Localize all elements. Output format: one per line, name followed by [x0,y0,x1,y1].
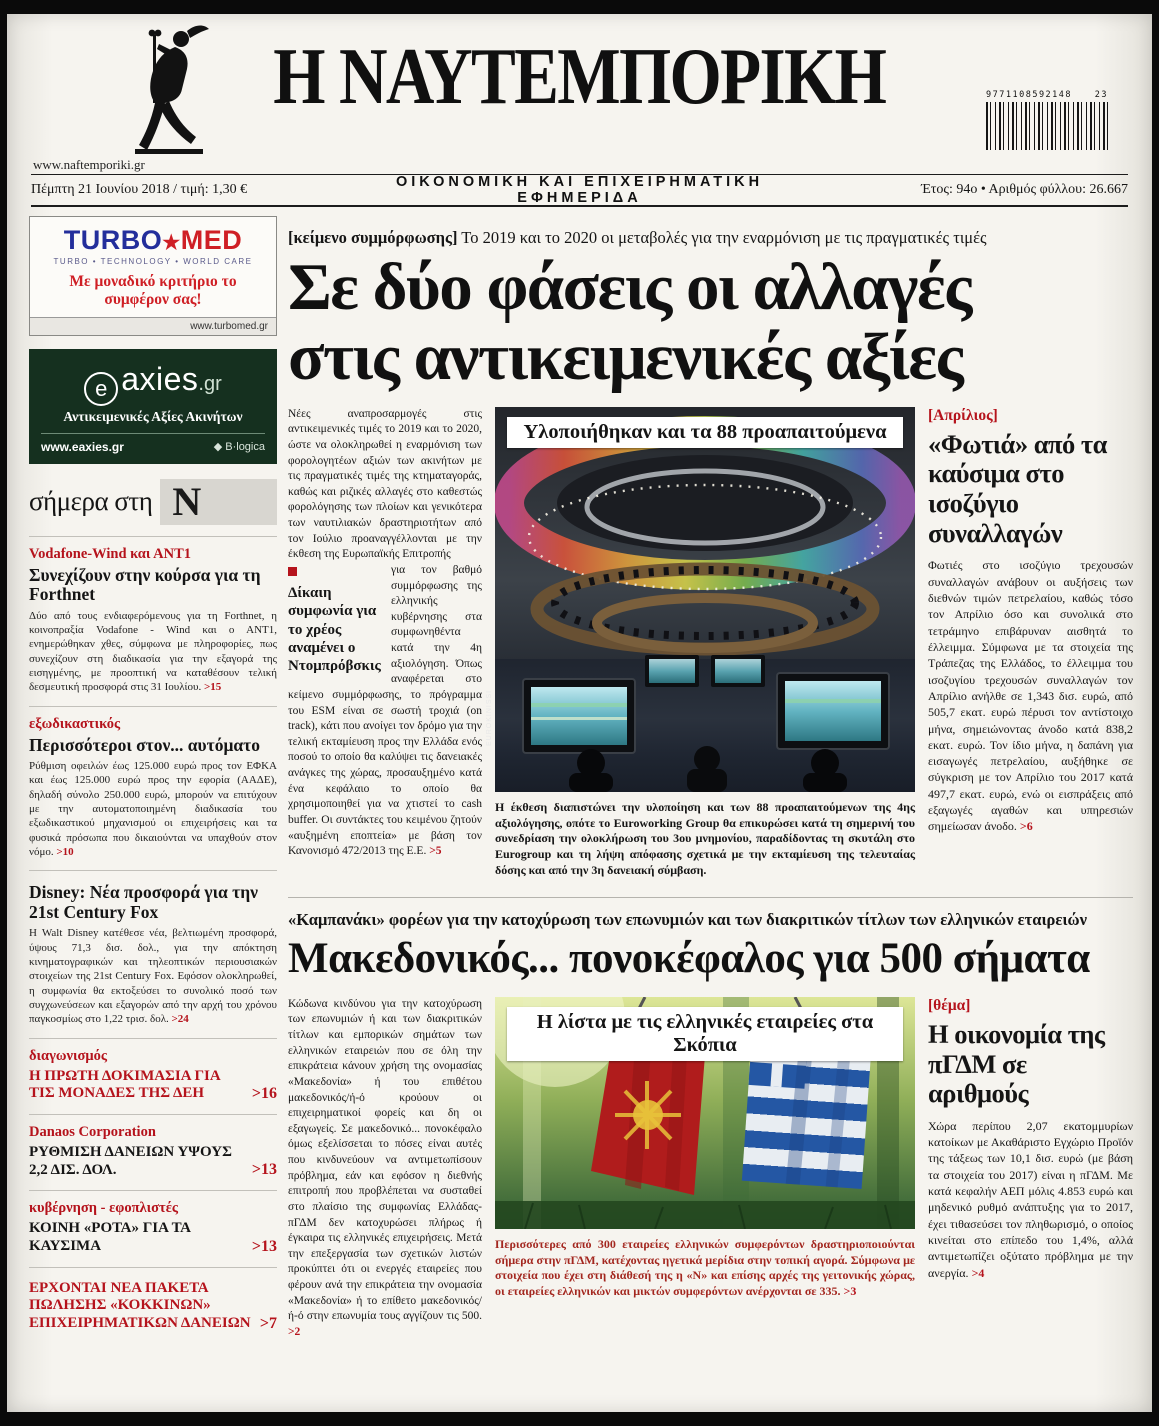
sidebar-item-body-text: Ρύθμιση οφειλών έως 125.000 ευρώ προς τον ΕΦΚΑ και έως 125.000 ευρώ προς την εφορία (ΑΑΔΕ), δηλαδή σύνολο 250.000 ευρώ, μπορούν να επιτύχουν με την αυτοματοποιημένη διαδικασία του εξωδικαστικού μηχανισμού οι επιχειρήσεις και τα φυσικά πρόσωπα που δικαιούνται να υπαχθούν στον νόμο. [29,760,277,858]
second-photo-caption [495,1237,915,1300]
page-ref: >2 [288,1325,301,1338]
second-headline: Μακεδονικός... πονοκέφαλος για 500 σήματα [288,934,1090,982]
lead-photo-caption: Η έκθεση διαπιστώνει την υλοποίηση και των 88 προαπαιτούμενων της 4ης αξιολόγησης, οπότε το Euroworking Group θα επικυρώσει κατά τη σημερινή του συνεδρίαση την ολοκλήρωση του 3ου μνημονίου, παραδίδοντας τη σκυτάλη στο Eurogroup και τη λήψη απόφασης σχετικά με την εκταμίευση της τελευταίας δόσης και από την 3η δανειακή σύμβαση. [495,799,915,877]
sidebar-item-title: ΡΥΘΜΙΣΗ ΔΑΝΕΙΩΝ ΥΨΟΥΣ 2,2 ΔΙΣ. ΔΟΛ. [29,1143,232,1178]
turbomed-url: www.turbomed.gr [30,317,276,335]
page-ref: >6 [1019,819,1033,834]
sidebar-item-dei [29,1038,277,1103]
sidebar-item-forthnet [29,536,277,695]
sidebar-item-label: Vodafone-Wind και ΑΝΤ1 [29,545,192,562]
sidebar-item-label: κυβέρνηση - εφοπλιστές [29,1200,179,1217]
page-ref: >5 [429,845,442,858]
lead-pullquote-text: Δίκαιη συμφωνία για το χρέος αναμένει ο Ντομπρόβσκις [288,584,381,675]
thema-column [928,997,1133,1341]
sidebar-item-label: εξωδικαστικός [29,715,121,732]
paper-tagline: ΟΙΚΟΝΟΜΙΚΗ ΚΑΙ ΕΠΙΧΕΙΡΗΜΑΤΙΚΗ ΕΦΗΜΕΡΙΔΑ [395,174,764,206]
page-ref: >3 [843,1284,857,1299]
sidebar-item-title: Συνεχίζουν στην κούρσα για τη Forthnet [29,564,261,605]
thema-tag: [θέμα] [928,996,971,1014]
ad-eaxies [29,349,277,464]
main-content [288,210,1133,1341]
masthead-title [7,32,1152,123]
lead-kicker [288,228,1133,248]
lead-headline-line1: Σε δύο φάσεις οι αλλαγές [288,250,971,324]
eaxies-divider [41,433,265,434]
page-ref: >15 [203,681,222,694]
eaxies-logo-tld: .gr [198,372,222,395]
story-divider [288,897,1133,898]
barcode-digits: 9771108592148 [986,90,1073,100]
eaxies-logo [41,361,265,400]
sidebar-item-body [29,926,277,1026]
second-photo-title: Η λίστα με τις ελληνικές εταιρείες στα Σκόπια [507,1007,903,1061]
masthead-info-row [31,174,1128,206]
sidebar-item-body [29,609,277,695]
sidebar-item-danaos [29,1114,277,1179]
lead-kicker-text: Το 2019 και το 2020 οι μεταβολές για την εναρμόνιση με τις πραγματικές τιμές [461,228,987,247]
sidebar-item-body-text: Η Walt Disney κατέθεσε νέα, βελτιωμένη προσφορά, ύψους 71,3 δισ. δολ., για την απόκτηση κινηματογραφικών και τηλεοπτικών περιουσιακών στοιχείων της 21st Century Fox. Εφόσον ολοκληρωθεί, η συμφωνία θα εκτοξεύσει το συνολικό ποσό των συγχωνεύσεων και εξαγορών από την αρχή του χρόνου παγκοσμίως στο 1,22 τρισ. δολ. [29,927,277,1026]
sidebar-item-body [29,759,277,859]
eaxies-partner-logo: ◆ B·logica [213,441,265,454]
april-column [928,407,1133,879]
turbomed-logo-turbo: TURBO [63,225,163,255]
sidebar-item-body-text: Δύο από τους ενδιαφερόμενους για τη Forthnet, η κοινοπραξία Vodafone - Wind και ο ΑΝΤ1, ενημερώθηκαν χθες, σύμφωνα με πληροφορίες, πως συνεχίζουν στη διαδικασία για την εξαγορά της εισηγμένης, με προοπτική να καταθέσουν τελική δεσμευτική προσφορά στις 31 Ιουλίου. [29,609,277,694]
thema-headline: Η οικονομία της πΓΔΜ σε αριθμούς [928,1018,1105,1109]
sidebar-item-title: ΚΟΙΝΗ «ΡΟΤΑ» ΓΙΑ ΤΑ ΚΑΥΣΙΜΑ [29,1220,191,1254]
second-body [288,997,482,1341]
turbomed-logo [39,225,267,256]
sidebar-item-kausima [29,1190,277,1255]
eaxies-e-icon: e [84,372,118,406]
lead-photo-title: Υλοποιήθηκαν και τα 88 προαπαιτούμενα [507,417,903,448]
lead-headline-line2: στις αντικειμενικές αξίες [288,320,963,395]
lead-columns [288,407,1133,879]
sidebar-item-exodikastikos [29,706,277,860]
sidebar-item-label: Danaos Corporation [29,1123,156,1140]
page-ref: >16 [251,1084,277,1102]
lead-body-part1: Νέες αναπροσαρμογές στις αντικειμενικές τιμές το 2019 και το 2020, ώστε να ολοκληρωθεί η εναρμόνιση των φορολογητέων αξιών των ακινήτων με τις πραγματικές τιμές της κτηματαγοράς, καθώς και ριζικές αλλαγές στο καθεστώς φορολόγησης των πλοίων και γενικότερα των ναυτιλιακών δραστηριοτήτων από τον Ιούλιο προαναγγέλλονται με την έκθεση της Ευρωπαϊκής Επιτροπής [288,407,482,561]
dateline: Πέμπτη 21 Ιουνίου 2018 / τιμή: 1,30 € [31,182,248,197]
thema-body-text: Χώρα περίπου 2,07 εκατομμυρίων κατοίκων με Ακαθάριστο Εγχώριο Προϊόν της τάξεως των 10,1 δισ. ευρώ (με βάση τα στοιχεία του 2017) είναι η πΓΔΜ. Με κατά κεφαλήν ΑΕΠ μόλις 4.853 ευρώ και μηδενικό ρυθμό ανάπτυξης για το 2017, έχει τιθασεύσει τον πληθωρισμό, ο οποίος κινείται στο επίπεδο του 1,4%, αλλά αντιμετωπίζει οξύτατο πρόβλημα με την ανεργία. [928,1118,1133,1280]
sidebar-item-title: Περισσότεροι στον... αυτόματο [29,734,260,755]
page-ref: >4 [971,1265,985,1280]
lead-kicker-tag: [κείμενο συμμόρφωσης] [288,228,458,247]
second-photo-caption-text: Περισσότερες από 300 εταιρείες ελληνικών συμφερόντων δραστηριοποιούνται σήμερα στην πΓΔΜ, κατέχοντας ηγετικά μερίδια στην τοπική αγορά. Σύμφωνα με στοιχεία που έχει στη διάθεσή της η «Ν» και επίσης αρχές της γειτονικής χώρας, οι εταιρείες ελληνικών και μικτών συμφερόντων ανέρχονται σε 335. [495,1236,915,1299]
sidebar-item-kokkina-daneia [29,1267,277,1333]
second-kicker: «Καμπανάκι» φορέων για την κατοχύρωση των επωνυμιών και των διακριτικών τίτλων των ελληνικών εταιρειών [288,909,1087,929]
eaxies-logo-text: axies [121,360,199,397]
sidebar-item-title: ΕΡΧΟΝΤΑΙ ΝΕΑ ΠΑΚΕΤΑ ΠΩΛΗΣΗΣ «ΚΟΚΚΙΝΩΝ» ΕΠΙΧΕΙΡΗΜΑΤΙΚΩΝ ΔΑΝΕΙΩΝ [29,1279,251,1332]
page-ref: >13 [251,1237,277,1255]
thema-body [928,1118,1133,1281]
barcode-extra-digits: 23 [1094,90,1108,100]
second-photo-frame [495,997,915,1229]
ad-turbomed [29,216,277,336]
sidebar-header-n-logo: N [160,479,277,525]
eaxies-url: www.eaxies.gr [41,439,124,454]
sidebar-item-disney [29,870,277,1026]
lead-headline [288,252,1133,393]
april-tag: [Απρίλιος] [928,406,998,424]
pullquote-bullet-icon [288,567,297,576]
sidebar-header [29,479,277,525]
masthead-rule-bottom [31,205,1128,207]
barcode-bars-icon [986,102,1108,150]
page-ref: >24 [171,1013,189,1026]
page-ref: >7 [259,1314,277,1332]
second-photo-column [495,997,915,1341]
lead-photo [495,407,915,792]
second-body-column [288,997,482,1341]
lead-body-column [288,407,482,879]
issue-info: Έτος: 94ο • Αριθμός φύλλου: 26.667 [921,182,1128,197]
barcode [986,90,1108,150]
website-url: www.naftemporiki.gr [33,157,145,172]
turbomed-slogan: Με μοναδικό κριτήριο το συμφέρον σας! [69,273,237,308]
sidebar [29,216,277,1333]
lead-photo-column [486,407,915,879]
lead-pullquote [288,563,391,679]
sidebar-item-title: Disney: Νέα προσφορά για την 21st Century Fox [29,882,258,922]
lead-photo-credit: EUROKINISSI [486,689,493,746]
lead-body-part2-text: για τον βαθμό συμμόρφωσης της ελληνικής κυβέρνησης στα συμφωνηθέντα κατά την 4η αξιολόγηση. Όπως αναφέρεται στο κείμενο συμμόρφωσης, το πρόγραμμα του ESM είναι σε σωστή τροχιά (on track), κάτι που ανοίγει τον δρόμο για την τελική εκταμίευση προς την Ελλάδα ενός ποσού το οποίο θα καλύψει τις δανειακές ανάγκες της χώρας, προσαυξημένο κατά ένα κεφάλαιο το οποίο θα χρησιμοποιηθεί για να χτιστεί το cash buffer. Οι συντάκτες του κειμένου ζητούν «αυξημένη εποπτεία» με βάση τον Κανονισμό 472/2013 της Ε.Ε. [288,563,482,858]
page-ref: >10 [56,845,74,858]
second-body-text: Κώδωνα κινδύνου για την κατοχύρωση των επωνυμιών ή και των διακριτικών τίτλων και εμπορικών σημάτων των ελληνικών εταιρειών που σε όλη την επικράτεια κάνουν χρήση της ονομασίας «Μακεδονία» ή του επιθέτου μακεδονικός/ή-ό κρούουν οι επιχειρηματικοί φορείς και δη οι εξαγωγείς. Σε μακεδονικό... πονοκέφαλο όμως εξελίσσεται το πόσες είναι αυτές που κινδυνεύουν να αντιμετωπίσουν πρόβλημα, εάν και εφόσον η διεθνής επιτροπή που προβλέπεται να συσταθεί στο πλαίσιο της συμφωνίας Ελλάδας-πΓΔΜ δεν κατοχυρώσει πλήρως ή έγκαιρα τις ελληνικές επιχειρήσεις. Μετά την επεξεργασία των σχετικών λιστών προκύπτει ότι οι ενεργές εταιρείες που φέρουν ανά την επικράτεια την ονομασία «Μακεδονία» ή το επίθετο μακεδονικός/ή-ό στην επωνυμία τους αγγίζουν τις 500. [288,997,482,1323]
masthead-title-text: Η ΝΑΥΤΕΜΠΟΡΙΚΗ [273,33,886,121]
eaxies-title: Αντικειμενικές Αξίες Ακινήτων [63,408,243,424]
april-headline: «Φωτιά» από τα καύσιμα στο ισοζύγιο συναλλαγών [928,428,1107,548]
sidebar-item-label: διαγωνισμός [29,1047,107,1064]
turbomed-logo-med: MED [180,225,243,255]
turbomed-star-icon: ★ [162,232,181,254]
sidebar-header-text: σήμερα στη [29,486,153,517]
april-body-text: Φωτιές στο ισοζύγιο τρεχουσών συναλλαγών ανάβουν οι αυξήσεις των διεθνών τιμών πετρελαίου, καθώς τόσο τον Απρίλιο όσο και συνολικά στο τετράμηνο επιβάρυναν αισθητά το έλλειμμα. Σύμφωνα με τα στοιχεία της Τράπεζας της Ελλάδος, το έλλειμμα του ισοζυγίου τρεχουσών συναλλαγών τον Απρίλιο ανήλθε σε 1,343 δισ. ευρώ, από 505,7 εκατ. ευρώ πέρυσι τον αντίστοιχο μήνα, σημειώνοντας άνοδο κατά 838,2 εκατ. ευρώ. Τον ίδιο μήνα, η δαπάνη για εισαγωγές πετρελαίου, αυξήθηκε σε σύγκριση με τον Απρίλιο του 2017 κατά 497,7 εκατ. ευρώ, ενώ οι εισπράξεις από εξαγωγές αγαθών και υπηρεσιών σημείωσαν άνοδο. [928,558,1133,834]
lead-photo-frame [486,407,915,792]
newspaper-front-page [7,14,1152,1412]
turbomed-tagline: TURBO • TECHNOLOGY • WORLD CARE [53,257,253,266]
april-body [928,557,1133,834]
page-ref: >13 [251,1161,277,1179]
sidebar-item-title: Η ΠΡΩΤΗ ΔΟΚΙΜΑΣΙΑ ΓΙΑ ΤΙΣ ΜΟΝΑΔΕΣ ΤΗΣ ΔΕΗ [29,1067,220,1102]
second-columns [288,997,1133,1341]
